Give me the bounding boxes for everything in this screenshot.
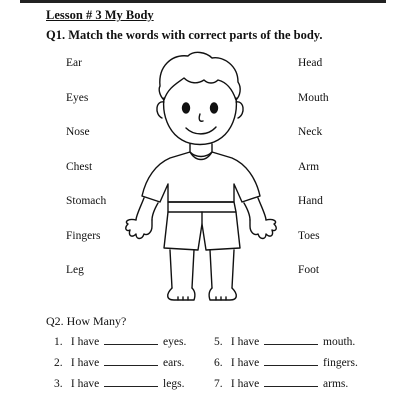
item-prefix: I have [70, 336, 100, 348]
right-word: Neck [298, 126, 323, 138]
lesson-title: Lesson # 3 My Body [46, 8, 154, 22]
item-prefix: I have [230, 378, 260, 390]
answer-blank[interactable] [264, 334, 318, 345]
right-word: Arm [298, 161, 320, 173]
fill-in-item [54, 334, 186, 348]
item-number: 3. [54, 378, 63, 390]
left-word: Eyes [66, 92, 89, 104]
right-word: Toes [298, 230, 320, 242]
item-suffix: ears. [163, 357, 185, 369]
answer-blank[interactable] [104, 376, 158, 387]
item-suffix: arms. [323, 378, 349, 390]
item-prefix: I have [70, 357, 100, 369]
item-suffix: fingers. [323, 357, 358, 369]
answer-blank[interactable] [264, 355, 318, 366]
right-word: Mouth [298, 92, 329, 104]
fill-in-item [214, 376, 348, 390]
item-number: 5. [214, 336, 223, 348]
item-number: 7. [214, 378, 223, 390]
left-word: Chest [66, 161, 93, 173]
left-word: Leg [66, 264, 84, 276]
item-suffix: legs. [163, 378, 185, 390]
fill-in-item [54, 355, 184, 369]
top-rule [20, 0, 386, 3]
item-suffix: mouth. [323, 336, 356, 348]
right-word: Hand [298, 195, 323, 207]
left-word: Ear [66, 57, 82, 69]
right-word: Foot [298, 264, 320, 276]
item-number: 6. [214, 357, 223, 369]
boy-figure-icon [122, 48, 282, 310]
question-1-title: Q1. Match the words with correct parts of the body. [46, 28, 323, 42]
left-word: Nose [66, 126, 90, 138]
item-prefix: I have [230, 336, 260, 348]
answer-blank[interactable] [104, 355, 158, 366]
fill-in-item [214, 334, 355, 348]
answer-blank[interactable] [264, 376, 318, 387]
question-2-title: Q2. How Many? [46, 314, 127, 328]
item-suffix: eyes. [163, 336, 187, 348]
answer-blank[interactable] [104, 334, 158, 345]
left-word: Fingers [66, 230, 101, 242]
item-prefix: I have [230, 357, 260, 369]
fill-in-item [214, 355, 358, 369]
item-prefix: I have [70, 378, 100, 390]
item-number: 2. [54, 357, 63, 369]
right-word: Head [298, 57, 323, 69]
left-word: Stomach [66, 195, 107, 207]
item-number: 1. [54, 336, 63, 348]
fill-in-item [54, 376, 184, 390]
